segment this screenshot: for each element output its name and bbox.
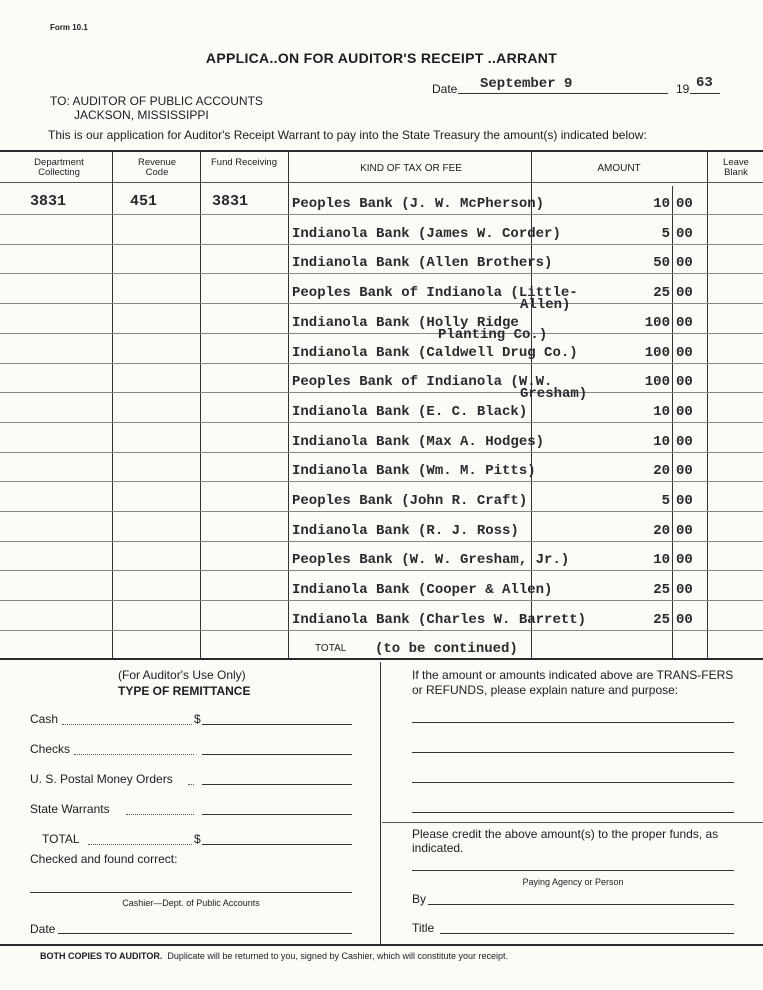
tax-kind-continuation[interactable]: Planting Co.) — [438, 327, 548, 343]
tax-kind[interactable]: Peoples Bank (John R. Craft) — [292, 493, 528, 509]
date-value[interactable]: September 9 — [480, 76, 573, 92]
warrants-field[interactable] — [202, 813, 352, 815]
credit-text: Please credit the above amount(s) to the proper funds, as indicated. — [412, 827, 719, 855]
amount-dollars[interactable]: 10 — [653, 552, 670, 568]
by-field[interactable] — [428, 903, 734, 905]
row-rule — [0, 273, 763, 274]
checked-label: Checked and found correct: — [30, 852, 178, 866]
cash-label: Cash — [30, 712, 59, 726]
amount-cents[interactable]: 00 — [676, 582, 693, 598]
intro-text: This is our application for Auditor's Receipt Warrant to pay into the State Treasury the amount(s) indicated below: — [48, 128, 647, 142]
year-prefix: 19 — [676, 82, 690, 96]
form-number: Form 10.1 — [50, 23, 88, 32]
cashier-caption: Cashier—Dept. of Public Accounts — [122, 898, 260, 908]
by-label: By — [412, 892, 427, 906]
row-rule — [0, 422, 763, 423]
row-rule — [0, 452, 763, 453]
col-divider — [112, 151, 113, 658]
header-amount: AMOUNT — [597, 163, 641, 174]
date-line — [458, 92, 668, 94]
amount-dollars[interactable]: 25 — [653, 285, 670, 301]
amount-cents[interactable]: 00 — [676, 315, 693, 331]
header-leave-blank: Leave Blank — [723, 157, 749, 178]
amount-dollars[interactable]: 20 — [653, 463, 670, 479]
row-rule — [0, 392, 763, 393]
auditor-heading: (For Auditor's Use Only) — [118, 668, 246, 682]
cash-dollar: $ — [194, 712, 201, 726]
cash-field[interactable] — [202, 723, 352, 725]
table-top-rule — [0, 150, 763, 152]
row-rule — [0, 630, 763, 631]
lower-divider — [380, 662, 381, 944]
explain-line[interactable] — [412, 781, 734, 783]
total-value[interactable]: (to be continued) — [375, 641, 518, 657]
row-rule — [0, 333, 763, 334]
year-value[interactable]: 63 — [696, 75, 713, 91]
amount-cents[interactable]: 00 — [676, 345, 693, 361]
amount-dollars[interactable]: 25 — [653, 582, 670, 598]
amount-cents[interactable]: 00 — [676, 196, 693, 212]
amount-cents[interactable]: 00 — [676, 255, 693, 271]
amount-dollars[interactable]: 100 — [644, 374, 670, 390]
money-orders-dots — [188, 783, 194, 785]
tax-kind[interactable]: Indianola Bank (Max A. Hodges) — [292, 434, 545, 450]
total-remittance-label: TOTAL — [42, 832, 80, 846]
amount-dollars[interactable]: 10 — [653, 196, 670, 212]
date-bottom-label: Date — [30, 922, 56, 936]
amount-cents[interactable]: 00 — [676, 374, 693, 390]
col-divider — [288, 151, 289, 658]
row-rule — [0, 600, 763, 601]
row-rule — [0, 244, 763, 245]
amount-cents[interactable]: 00 — [676, 523, 693, 539]
total-label: TOTAL — [315, 643, 347, 654]
amount-cents[interactable]: 00 — [676, 285, 693, 301]
department-code[interactable]: 3831 — [30, 193, 67, 210]
paying-caption: Paying Agency or Person — [522, 877, 624, 887]
tax-kind[interactable]: Indianola Bank (Caldwell Drug Co.) — [292, 345, 578, 361]
tax-kind[interactable]: Indianola Bank (Charles W. Barrett) — [292, 612, 587, 628]
amount-cents[interactable]: 00 — [676, 612, 693, 628]
amount-cents[interactable]: 00 — [676, 226, 693, 242]
warrants-dots — [126, 813, 194, 815]
tax-kind[interactable]: Indianola Bank (R. J. Ross) — [292, 523, 519, 539]
explain-line[interactable] — [412, 721, 734, 723]
row-rule — [0, 363, 763, 364]
amount-cents[interactable]: 00 — [676, 463, 693, 479]
amount-cents[interactable]: 00 — [676, 493, 693, 509]
footer-bold: BOTH COPIES TO AUDITOR. — [40, 951, 163, 961]
tax-kind[interactable]: Peoples Bank (W. W. Gresham, Jr.) — [292, 552, 570, 568]
amount-cents[interactable]: 00 — [676, 552, 693, 568]
row-rule — [0, 541, 763, 542]
amount-cents[interactable]: 00 — [676, 434, 693, 450]
total-dots — [88, 843, 192, 845]
amount-dollars[interactable]: 25 — [653, 612, 670, 628]
col-divider — [707, 151, 708, 658]
credit-rule — [382, 822, 763, 823]
to-line1: TO: AUDITOR OF PUBLIC ACCOUNTS — [50, 94, 263, 108]
amount-dollars[interactable]: 5 — [661, 226, 670, 242]
footer-text: Duplicate will be returned to you, signed by Cashier, which will constitute your receipt. — [167, 951, 509, 961]
total-field[interactable] — [202, 843, 352, 845]
explain-line[interactable] — [412, 751, 734, 753]
revenue-code[interactable]: 451 — [130, 193, 158, 210]
tax-kind[interactable]: Peoples Bank of Indianola (W.W. — [292, 374, 553, 390]
row-rule — [0, 570, 763, 571]
title-field[interactable] — [440, 932, 734, 934]
footer-note — [40, 951, 508, 961]
fund-code[interactable]: 3831 — [212, 193, 249, 210]
header-fund: Fund Receiving — [210, 157, 277, 168]
amount-dollars[interactable]: 100 — [644, 315, 670, 331]
date-bottom-field[interactable] — [58, 932, 352, 934]
tax-kind-continuation[interactable]: Gresham) — [520, 386, 588, 402]
checks-label: Checks — [30, 742, 71, 756]
tax-kind[interactable]: Indianola Bank (Allen Brothers) — [292, 255, 553, 271]
cash-dots — [62, 723, 192, 725]
row-rule — [0, 303, 763, 304]
money-orders-field[interactable] — [202, 783, 352, 785]
paying-agency-line[interactable] — [412, 869, 734, 871]
header-department: Department Collecting — [34, 157, 84, 178]
to-line2: JACKSON, MISSISSIPPI — [74, 108, 209, 122]
warrants-label: State Warrants — [30, 802, 110, 816]
tax-kind[interactable]: Indianola Bank (E. C. Black) — [292, 404, 528, 420]
row-rule — [0, 481, 763, 482]
table-header-rule — [0, 182, 763, 183]
tax-kind-continuation[interactable]: Allen) — [520, 297, 571, 313]
tax-kind[interactable]: Indianola Bank (Cooper & Allen) — [292, 582, 553, 598]
tax-kind[interactable]: Peoples Bank (J. W. McPherson) — [292, 196, 545, 212]
amount-dollars[interactable]: 100 — [644, 345, 670, 361]
row-rule — [0, 214, 763, 215]
remittance-heading: TYPE OF REMITTANCE — [118, 684, 251, 698]
table-bottom-rule — [0, 658, 763, 660]
tax-kind[interactable]: Indianola Bank (Wm. M. Pitts) — [292, 463, 536, 479]
cashier-signature-line[interactable] — [30, 891, 352, 893]
transfers-text: If the amount or amounts indicated above are TRANS-FERS or REFUNDS, please explain nature and purpose: — [412, 668, 734, 697]
amount-dollars[interactable]: 50 — [653, 255, 670, 271]
form-title: APPLICA..ON FOR AUDITOR'S RECEIPT ..ARRANT — [205, 50, 558, 66]
header-revenue: Revenue Code — [137, 157, 177, 178]
year-line — [690, 92, 720, 94]
checks-dots — [74, 753, 194, 755]
date-label: Date — [432, 82, 458, 96]
header-kind: KIND OF TAX OR FEE — [360, 163, 462, 174]
money-orders-label: U. S. Postal Money Orders — [30, 772, 173, 786]
row-rule — [0, 511, 763, 512]
tax-kind[interactable]: Indianola Bank (James W. Corder) — [292, 226, 561, 242]
amount-dollars[interactable]: 10 — [653, 404, 670, 420]
amount-dollars[interactable]: 5 — [661, 493, 670, 509]
amount-cents[interactable]: 00 — [676, 404, 693, 420]
amount-dollars[interactable]: 20 — [653, 523, 670, 539]
col-divider — [200, 151, 201, 658]
explain-line[interactable] — [412, 811, 734, 813]
footer-rule — [0, 944, 763, 946]
tax-kind[interactable]: Indianola Bank (Holly Ridge — [292, 315, 519, 331]
amount-dollars[interactable]: 10 — [653, 434, 670, 450]
title-label: Title — [412, 921, 435, 935]
tax-kind[interactable]: Peoples Bank of Indianola (Little- — [292, 285, 578, 301]
total-dollar: $ — [194, 832, 201, 846]
checks-field[interactable] — [202, 753, 352, 755]
